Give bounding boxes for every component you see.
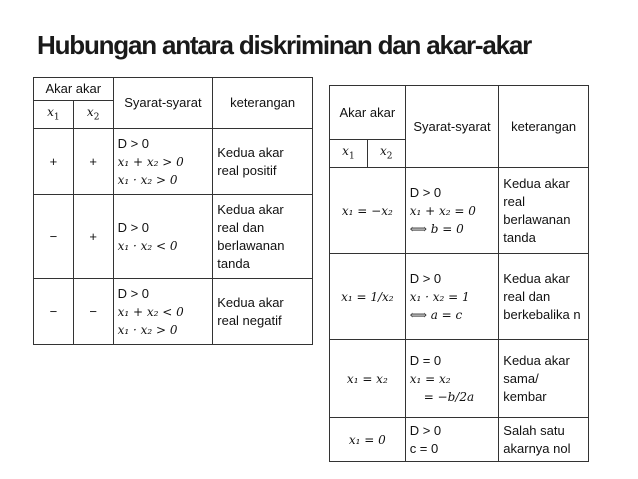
cell-akar: x₁ = x₂ [330,340,406,418]
right-table [329,85,589,462]
header-akar: Akar akar [330,86,406,140]
cell-syarat: D = 0 x₁ = x₂ = −b/2a [405,340,499,418]
cell-syarat: D > 0 x₁ + x₂ = 0 ⟺ b = 0 [405,168,499,254]
cell-x1: + [34,129,74,195]
cell-x2: + [73,195,113,279]
cell-x1: − [34,195,74,279]
header-keterangan: keterangan [499,86,589,168]
cell-keterangan: Kedua akar sama/ kembar [499,340,589,418]
header-x2: $x_2$ [73,101,113,129]
cell-akar: x₁ = 0 [330,418,406,462]
table-row [330,340,589,418]
cell-syarat: D > 0 x₁ + x₂ > 0 x₁ · x₂ > 0 [113,129,213,195]
header-syarat [113,78,213,129]
table-row [330,418,589,462]
header-x2: $x_2$ [367,140,405,168]
header-x1: $x_1$ [34,101,74,129]
cell-keterangan: Kedua akar real dan berkebalika n [499,254,589,340]
table-row [34,195,313,279]
cell-keterangan: Kedua akar real positif [213,129,313,195]
cell-syarat: D > 0 x₁ · x₂ < 0 [113,195,213,279]
cell-syarat: D > 0 x₁ + x₂ < 0 x₁ · x₂ > 0 [113,279,213,345]
header-syarat: Syarat-syarat [405,86,499,168]
cell-syarat: D > 0 x₁ · x₂ = 1 ⟺ a = c [405,254,499,340]
table-row [330,168,589,254]
header-keterangan: keterangan [213,78,313,129]
page-title: Hubungan antara diskriminan dan akar-akar [37,30,532,60]
cell-keterangan: Kedua akar real dan berlawanan tanda [213,195,313,279]
header-x1: $x_1$ [330,140,368,168]
header-syarat-text: Syarat-syarat [124,95,202,111]
cell-syarat: D > 0 c = 0 [405,418,499,462]
cell-x2: − [73,279,113,345]
cell-keterangan: Kedua akar real berlawanan tanda [499,168,589,254]
cell-x1: − [34,279,74,345]
cell-akar: x₁ = 1/x₂ [330,254,406,340]
cell-keterangan: Kedua akar real negatif [213,279,313,345]
cell-keterangan: Salah satu akarnya nol [499,418,589,462]
table-row [34,279,313,345]
table-row [330,254,589,340]
table-row [34,129,313,195]
cell-akar: x₁ = −x₂ [330,168,406,254]
left-table [33,77,313,345]
header-akar: Akar akar [34,78,114,101]
cell-x2: + [73,129,113,195]
